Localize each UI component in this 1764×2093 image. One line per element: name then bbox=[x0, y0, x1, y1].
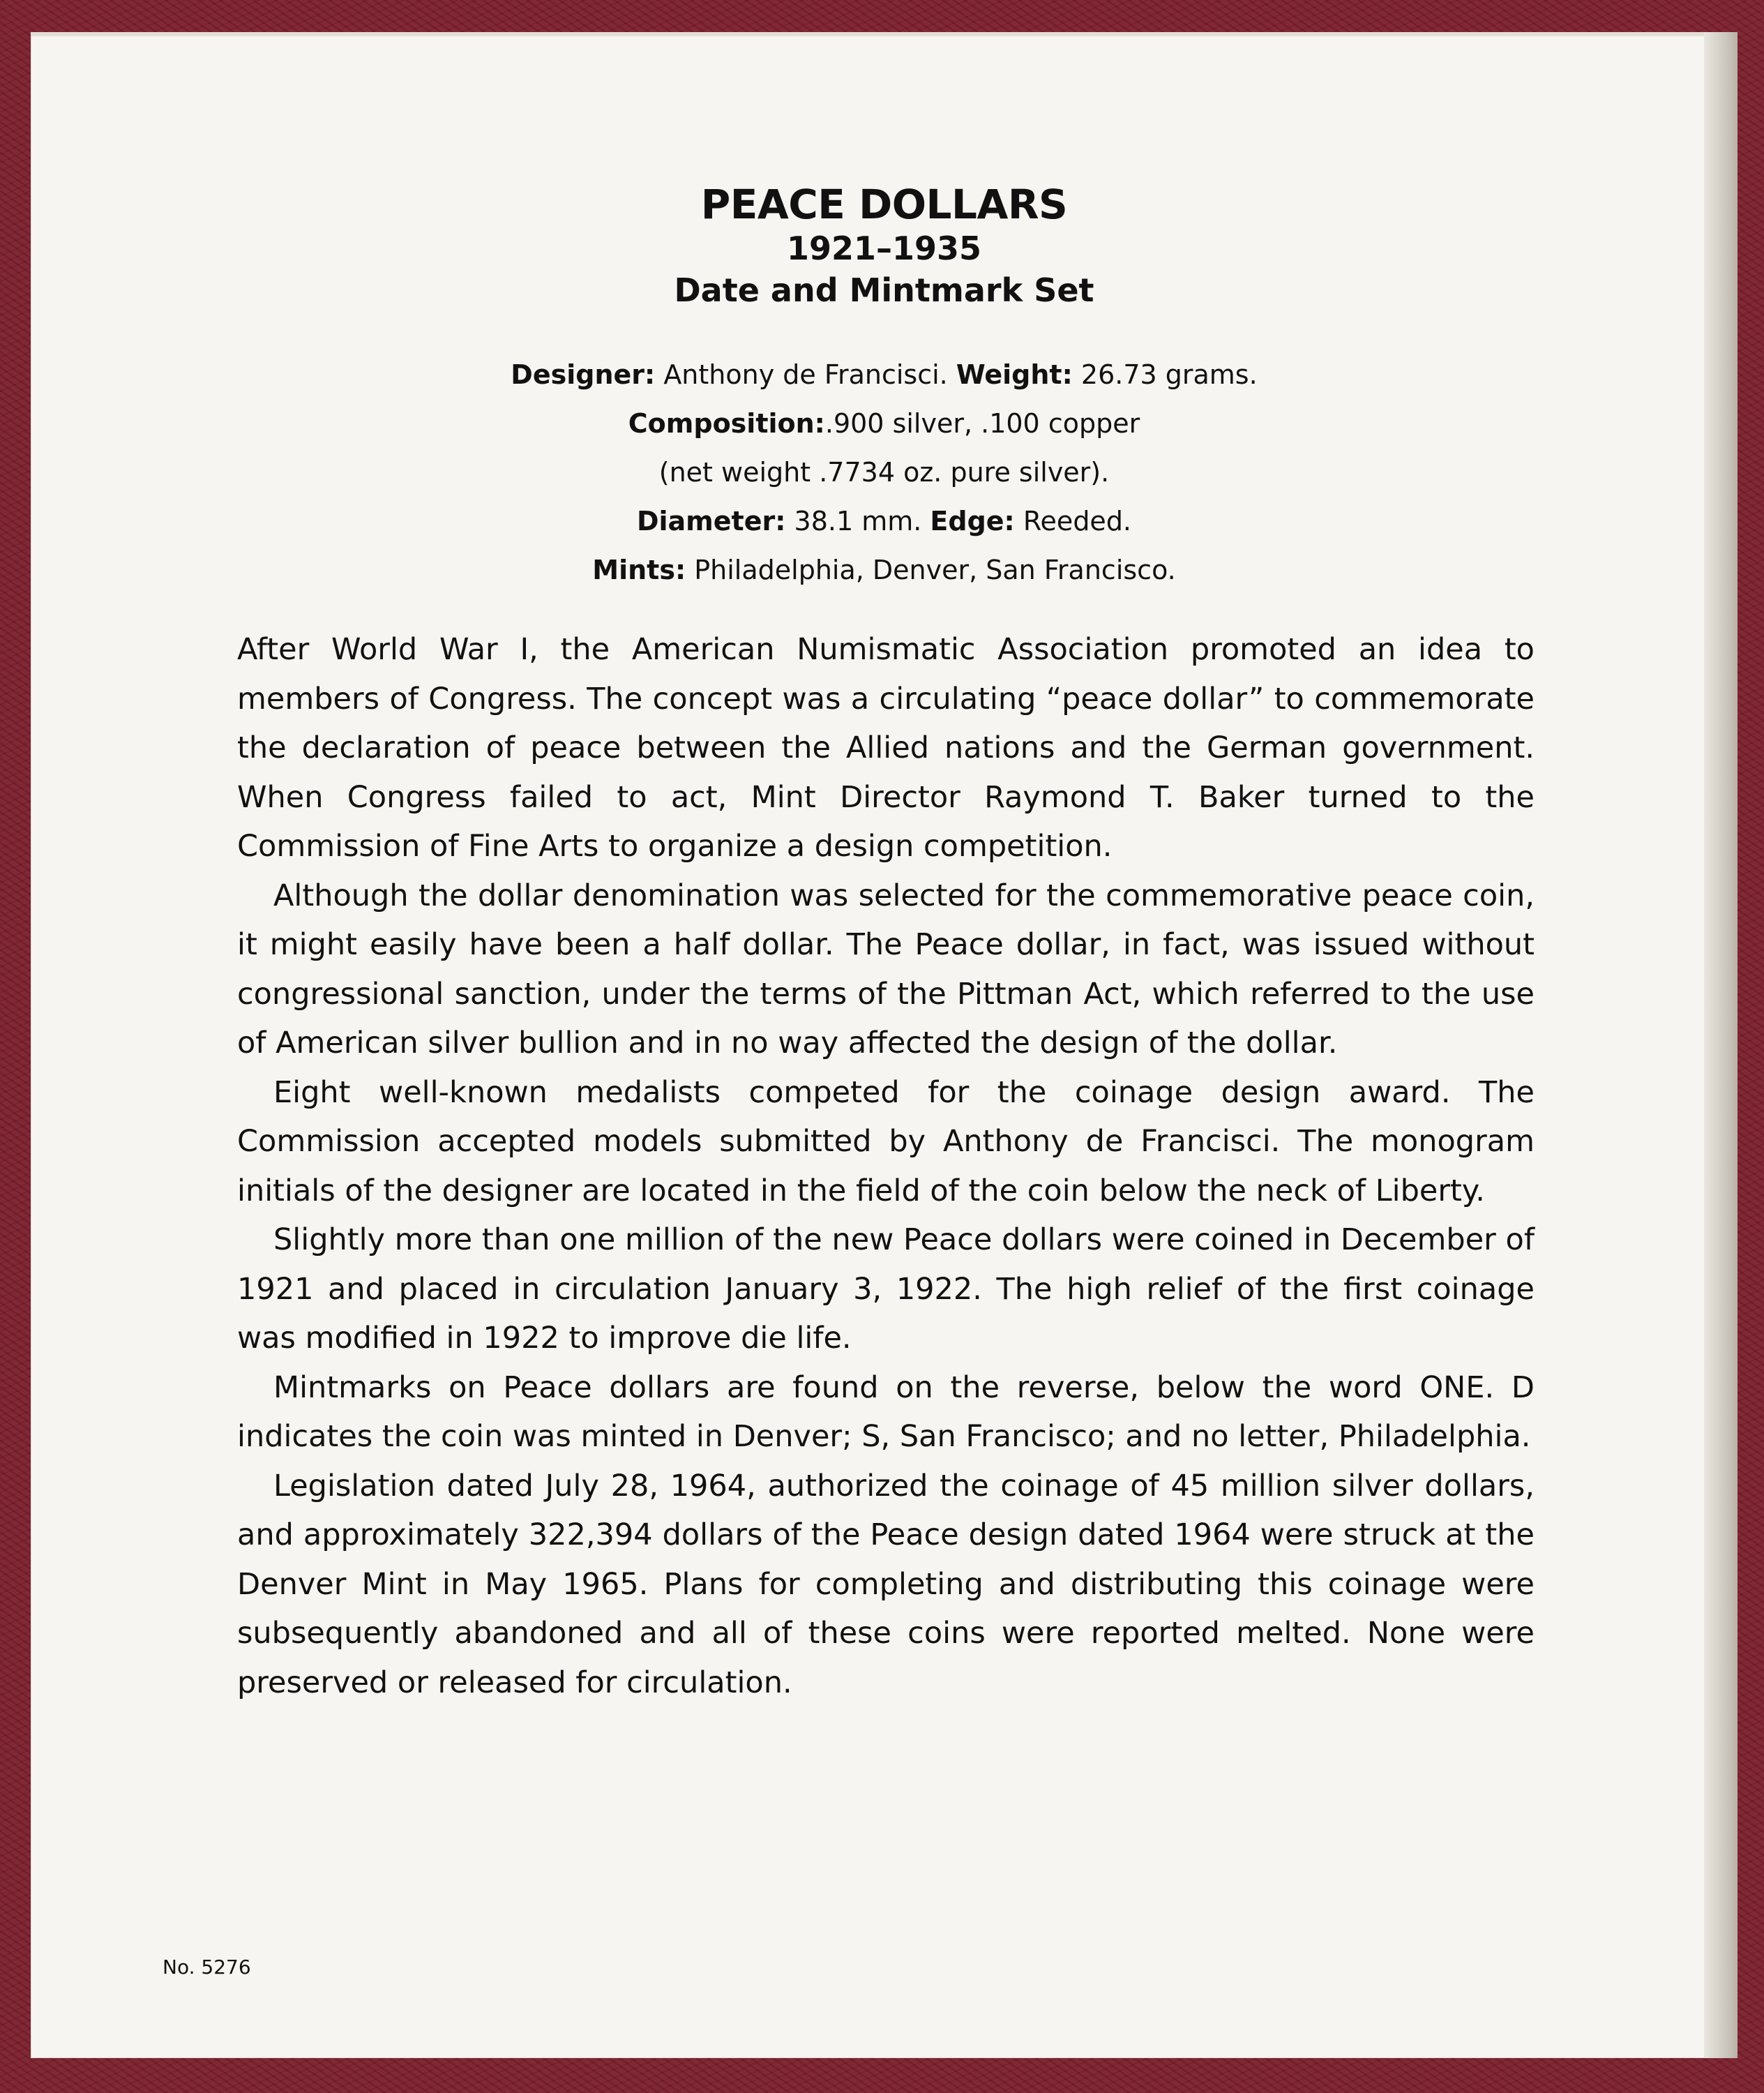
spec-value: Philadelphia, Denver, San Francisco. bbox=[694, 555, 1176, 585]
spec-label: Composition: bbox=[628, 408, 825, 439]
page-title: PEACE DOLLARS bbox=[700, 181, 1068, 228]
paragraph: After World War I, the American Numismatic Association promoted an idea to members of Congress. The concept was a circulating “peace dollar” to commemorate the declaration of peace between the Allied nations and the German government. When Congress failed to act, Mint Director Raymond T. Baker turned to the Commission of Fine Arts to organize a design competition. bbox=[237, 632, 1535, 864]
album-page bbox=[31, 32, 1737, 2058]
paragraph: Mintmarks on Peace dollars are found on the reverse, below the word ONE. D indicates the coin was minted in Denver; S, San Francisco; and no letter, Philadelphia. bbox=[237, 1370, 1535, 1454]
spec-line bbox=[31, 497, 1737, 546]
paragraph: Although the dollar denomination was selected for the commemorative peace coin, it might easily have been a half dollar. The Peace dollar, in fact, was issued without congressional sanction, under the terms of the Pittman Act, which referred to the use of American silver bullion and in no way affected the design of the dollar. bbox=[237, 878, 1535, 1060]
spec-line bbox=[31, 546, 1737, 594]
spec-line bbox=[31, 350, 1737, 399]
spec-value: (net weight .7734 oz. pure silver). bbox=[658, 457, 1110, 488]
page-top-edge bbox=[31, 32, 1737, 36]
spec-label: Mints: bbox=[592, 555, 686, 585]
spec-value: .900 silver, .100 copper bbox=[824, 408, 1140, 439]
page-set-name: Date and Mintmark Set bbox=[674, 271, 1094, 309]
paragraph: Eight well-known medalists competed for the coinage design award. The Commission accepted models submitted by Anthony de Francisci. The monogram initials of the designer are located in the field of the coin below the neck of Liberty. bbox=[237, 1074, 1535, 1208]
spec-line bbox=[31, 399, 1737, 448]
history-text bbox=[237, 625, 1535, 1707]
page-spine-edge bbox=[1704, 32, 1737, 2058]
spec-line bbox=[31, 448, 1737, 497]
catalog-number: No. 5276 bbox=[163, 1956, 251, 1979]
spec-value: 38.1 mm. bbox=[794, 506, 922, 537]
spec-label: Edge: bbox=[930, 506, 1015, 537]
page-header bbox=[31, 181, 1737, 311]
spec-value: Anthony de Francisci. bbox=[663, 359, 948, 390]
paragraph: Slightly more than one million of the new Peace dollars were coined in December of 1921 and placed in circulation January 3, 1922. The high relief of the first coinage was modified in 1922 to improve die life. bbox=[237, 1222, 1535, 1356]
spec-label: Designer: bbox=[511, 359, 656, 390]
paragraph: Legislation dated July 28, 1964, authorized the coinage of 45 million silver dollars, and approximately 322,394 dollars of the Peace design dated 1964 were struck at the Denver Mint in May 1965. Plans for completing and distributing this coinage were subsequently abandoned and all of these coins were reported melted. None were preserved or released for circulation. bbox=[237, 1468, 1535, 1700]
coin-specifications bbox=[31, 350, 1737, 594]
spec-label: Weight: bbox=[956, 359, 1073, 390]
spec-value: Reeded. bbox=[1023, 506, 1132, 537]
spec-value: 26.73 grams. bbox=[1080, 359, 1258, 390]
spec-label: Diameter: bbox=[636, 506, 786, 537]
page-years: 1921–1935 bbox=[786, 230, 982, 267]
